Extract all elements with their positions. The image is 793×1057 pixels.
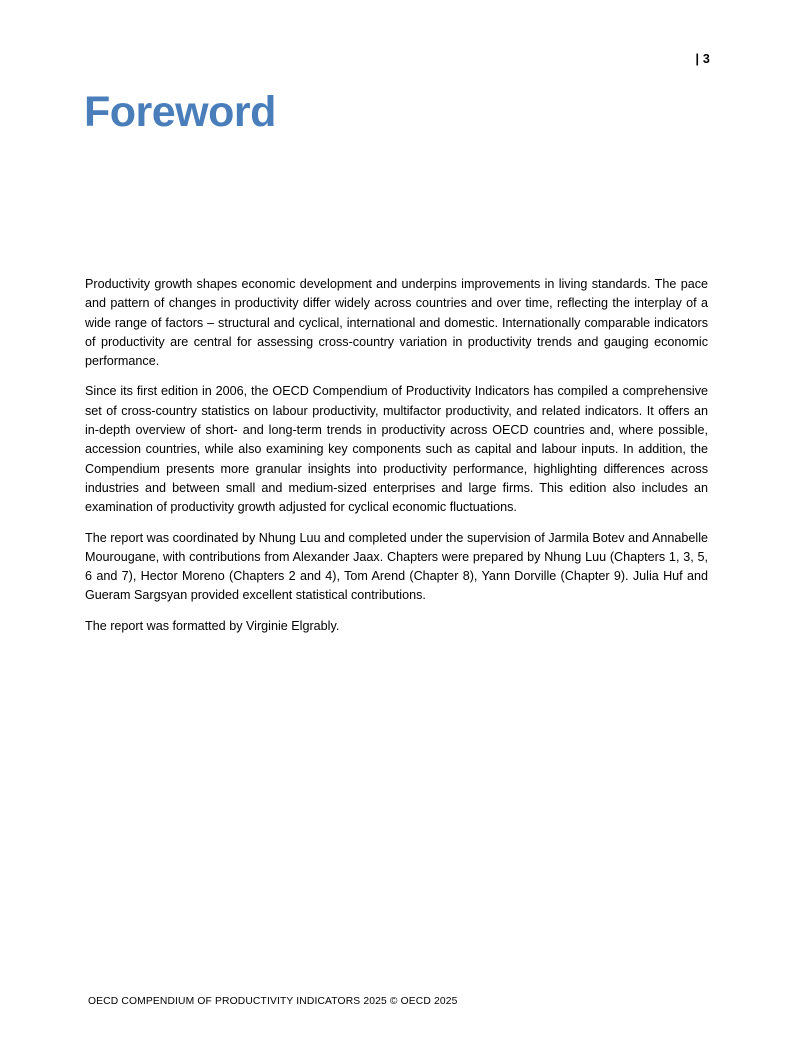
footer-text: OECD COMPENDIUM OF PRODUCTIVITY INDICATORS 2025 © OECD 2025 <box>88 996 458 1007</box>
paragraph-intro: Productivity growth shapes economic development and underpins improvements in living standards. The pace and pattern of changes in productivity differ widely across countries and over time, reflecting the interplay of a wide range of factors – structural and cyclical, international and domestic. Internationally comparable indicators of productivity are central for assessing cross-country variation in productivity trends and gauging economic performance. <box>85 277 708 369</box>
page-title: Foreword <box>84 88 276 136</box>
paragraph-credits: The report was coordinated by Nhung Luu and completed under the supervision of Jarmila Botev and Annabelle Mourougane, with contributions from Alexander Jaax. Chapters were prepared by Nhung Luu (Chapters 1, 3, 5, 6 and 7), Hector Moreno (Chapters 2 and 4), Tom Arend (Chapter 8), Yann Dorville (Chapter 9). Julia Huf and Gueram Sargsyan provided excellent statistical contributions. <box>85 530 708 603</box>
body-text <box>85 275 708 647</box>
page-number: | 3 <box>695 52 710 66</box>
paragraph-compendium: Since its first edition in 2006, the OECD Compendium of Productivity Indicators has compiled a comprehensive set of cross-country statistics on labour productivity, multifactor productivity, and related indicators. It offers an in-depth overview of short- and long-term trends in productivity across OECD countries and, where possible, accession countries, while also examining key components such as capital and labour inputs. In addition, the Compendium presents more granular insights into productivity performance, highlighting differences across industries and between small and medium-sized enterprises and large firms. This edition also includes an examination of productivity growth adjusted for cyclical economic fluctuations. <box>85 384 708 515</box>
paragraph-formatting-credit: The report was formatted by Virginie Elgrably. <box>85 618 340 633</box>
